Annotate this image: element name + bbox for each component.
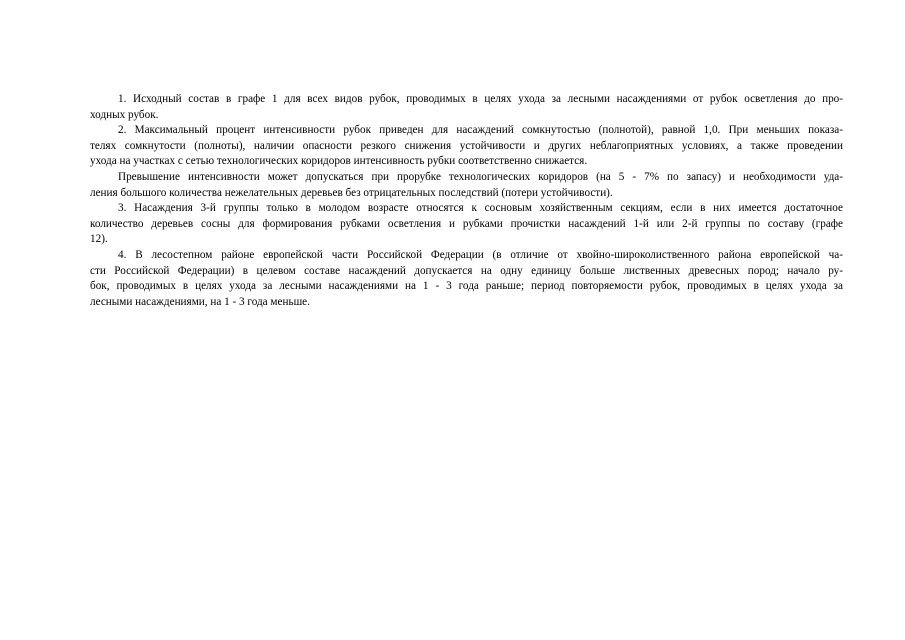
text-line: 12). bbox=[90, 233, 108, 246]
text-line: 2. Максимальный процент интенсивности рубок приведен для насаждений сомкнутостью (полнотой), равной 1,0. При меньших показа- bbox=[118, 124, 843, 137]
text-line: сти Российской Федерации) в целевом составе насаждений допускается на одну единицу больше лиственных древесных пород; начало ру- bbox=[90, 264, 843, 277]
note-paragraph-3 bbox=[62, 170, 843, 201]
note-paragraph-2 bbox=[62, 123, 843, 170]
text-line: бок, проводимых в целях ухода за лесными насаждениями на 1 - 3 года раньше; период повторяемости рубок, проводимых в целях ухода за bbox=[90, 280, 843, 293]
text-line: телях сомкнутости (полноты), наличии опасности резкого снижения устойчивости и других неблагоприятных условиях, а также проведении bbox=[90, 139, 843, 152]
text-line: 4. В лесостепном районе европейской части Российской Федерации (в отличие от хвойно-широколиственного района европейской ча- bbox=[118, 248, 843, 261]
text-line: ления большого количества нежелательных деревьев без отрицательных последствий (потери устойчивости). bbox=[90, 186, 613, 199]
note-paragraph-4 bbox=[62, 201, 843, 248]
notes-text-block bbox=[62, 92, 843, 310]
note-paragraph-5 bbox=[62, 248, 843, 310]
note-paragraph-1 bbox=[62, 92, 843, 123]
text-line: лесными насаждениями, на 1 - 3 года меньше. bbox=[90, 295, 310, 308]
text-line: ухода на участках с сетью технологических коридоров интенсивность рубки соответственно снижается. bbox=[90, 155, 588, 168]
text-line: 1. Исходный состав в графе 1 для всех видов рубок, проводимых в целях ухода за лесными насаждениями от рубок осветления до про- bbox=[118, 93, 843, 105]
text-line: количество деревьев сосны для формирования рубками осветления и рубками прочистки насаждений 1-й или 2-й группы по составу (графе bbox=[90, 217, 843, 230]
text-line: ходных рубок. bbox=[90, 108, 159, 121]
text-line: 3. Насаждения 3-й группы только в молодом возрасте относятся к сосновым хозяйственным секциям, если в них имеется достаточное bbox=[118, 202, 843, 215]
text-line: Превышение интенсивности может допускаться при прорубке технологических коридоров (на 5 - 7% по запасу) и необходимости уда- bbox=[118, 170, 843, 183]
